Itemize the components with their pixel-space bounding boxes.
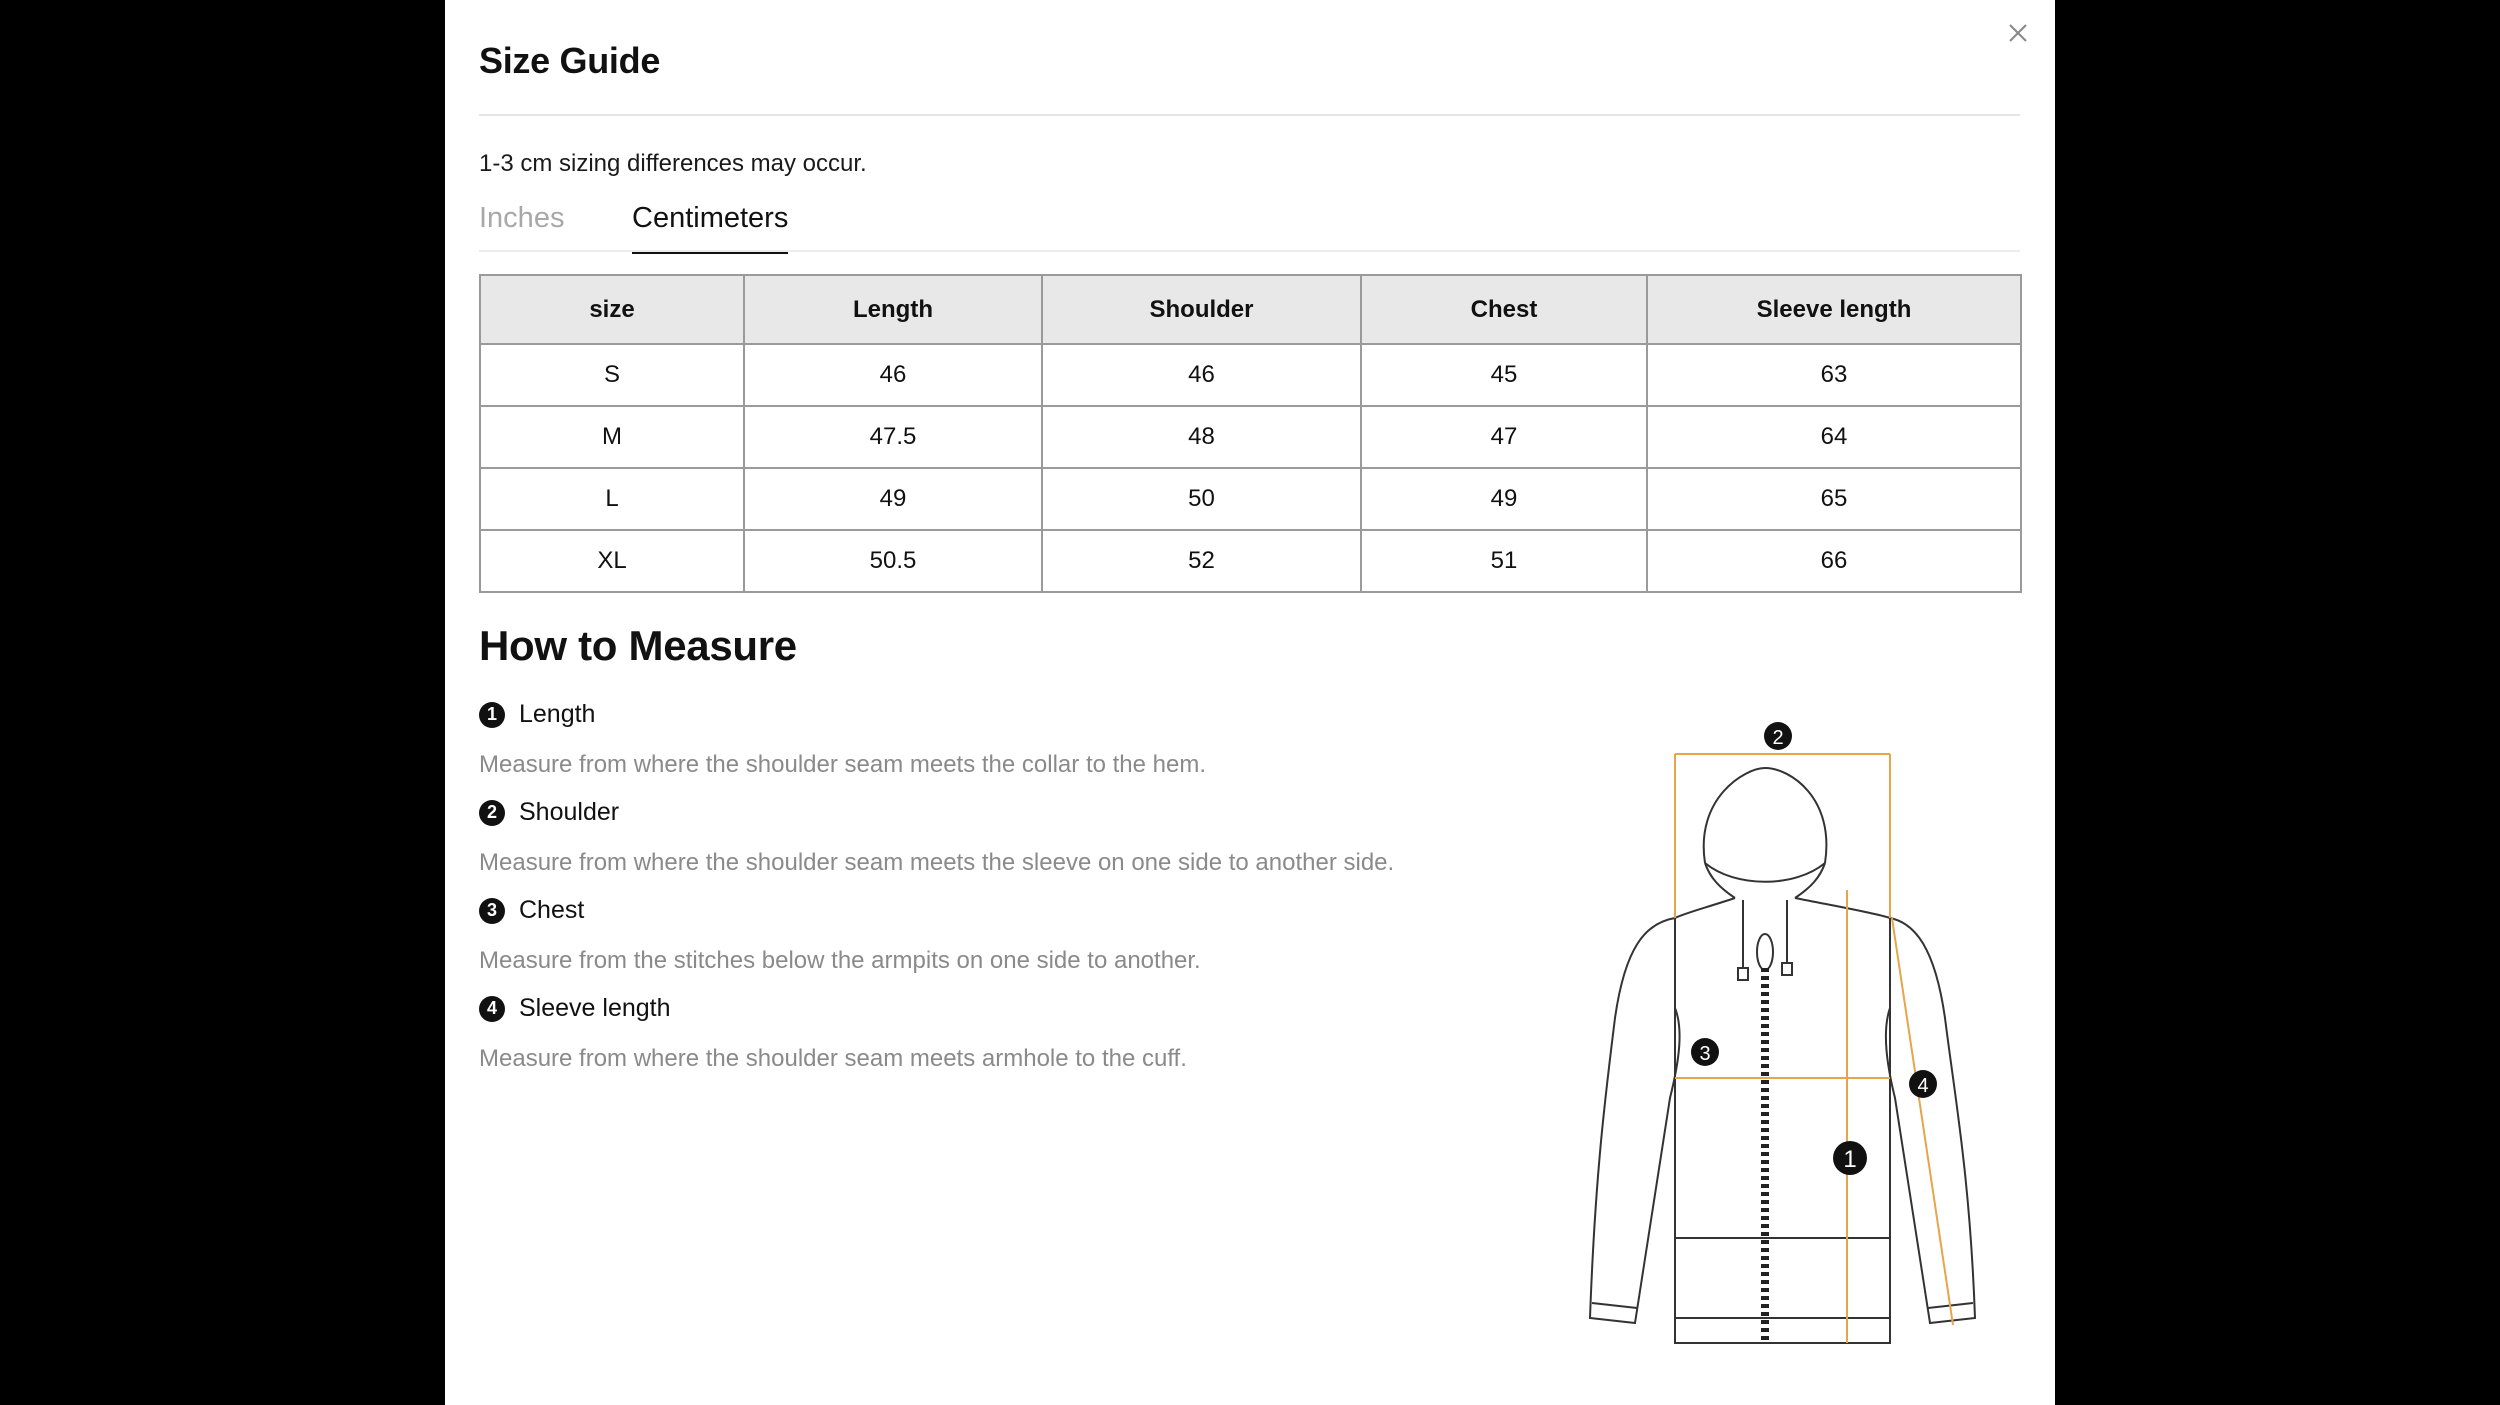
measure-item-sleeve-length bbox=[479, 994, 1187, 1073]
size-table bbox=[479, 274, 2022, 593]
unit-tabs bbox=[479, 200, 2020, 252]
number-badge: 1 bbox=[479, 702, 505, 728]
measure-item-chest bbox=[479, 896, 1201, 975]
cell-shoulder: 52 bbox=[1042, 530, 1361, 592]
cell-length: 47.5 bbox=[744, 406, 1042, 468]
marker-1 bbox=[1833, 1141, 1867, 1175]
cell-length: 49 bbox=[744, 468, 1042, 530]
cell-size: XL bbox=[480, 530, 744, 592]
close-icon bbox=[2003, 18, 2033, 48]
close-button[interactable] bbox=[2003, 18, 2033, 48]
measure-label: Chest bbox=[519, 896, 585, 924]
measure-label: Shoulder bbox=[519, 798, 620, 826]
cell-size: M bbox=[480, 406, 744, 468]
marker-2-label: 2 bbox=[1772, 727, 1784, 749]
cell-shoulder: 50 bbox=[1042, 468, 1361, 530]
measure-description: Measure from where the shoulder seam meets armhole to the cuff. bbox=[479, 1045, 1187, 1072]
measure-label: Length bbox=[519, 700, 596, 728]
header-length: Length bbox=[744, 275, 1042, 344]
title-divider bbox=[479, 114, 2020, 116]
cell-size: L bbox=[480, 468, 744, 530]
sizing-note: 1-3 cm sizing differences may occur. bbox=[479, 150, 867, 177]
number-badge: 2 bbox=[479, 800, 505, 826]
marker-4-label: 4 bbox=[1917, 1075, 1929, 1097]
header-shoulder: Shoulder bbox=[1042, 275, 1361, 344]
tabs-divider bbox=[479, 250, 2020, 252]
hoodie-diagram bbox=[1505, 718, 2025, 1348]
marker-4 bbox=[1909, 1070, 1937, 1098]
size-guide-modal bbox=[445, 0, 2055, 1405]
tab-inches[interactable]: Inches bbox=[479, 202, 565, 234]
header-sleeve-length: Sleeve length bbox=[1647, 275, 2021, 344]
marker-3 bbox=[1691, 1038, 1719, 1066]
cell-sleeve-length: 63 bbox=[1647, 344, 2021, 406]
cell-sleeve-length: 66 bbox=[1647, 530, 2021, 592]
cell-chest: 45 bbox=[1361, 344, 1647, 406]
cell-shoulder: 46 bbox=[1042, 344, 1361, 406]
marker-1-label: 1 bbox=[1843, 1146, 1857, 1173]
header-chest: Chest bbox=[1361, 275, 1647, 344]
measure-description: Measure from the stitches below the armpits on one side to another. bbox=[479, 947, 1201, 974]
modal-title: Size Guide bbox=[479, 40, 661, 81]
table-row bbox=[480, 468, 2021, 530]
hoodie-diagram-icon bbox=[1505, 718, 2025, 1348]
cell-shoulder: 48 bbox=[1042, 406, 1361, 468]
number-badge: 4 bbox=[479, 996, 505, 1022]
marker-2 bbox=[1764, 722, 1792, 750]
cell-length: 50.5 bbox=[744, 530, 1042, 592]
measure-description: Measure from where the shoulder seam meets the sleeve on one side to another side. bbox=[479, 849, 1395, 876]
table-row bbox=[480, 344, 2021, 406]
cell-chest: 47 bbox=[1361, 406, 1647, 468]
cell-chest: 51 bbox=[1361, 530, 1647, 592]
marker-3-label: 3 bbox=[1699, 1043, 1711, 1065]
cell-length: 46 bbox=[744, 344, 1042, 406]
cell-size: S bbox=[480, 344, 744, 406]
table-row bbox=[480, 530, 2021, 592]
measure-item-length bbox=[479, 700, 1206, 779]
tab-centimeters[interactable]: Centimeters bbox=[632, 200, 788, 254]
table-row bbox=[480, 406, 2021, 468]
measure-description: Measure from where the shoulder seam meets the collar to the hem. bbox=[479, 751, 1207, 778]
cell-chest: 49 bbox=[1361, 468, 1647, 530]
number-badge: 3 bbox=[479, 898, 505, 924]
cell-sleeve-length: 65 bbox=[1647, 468, 2021, 530]
measure-item-shoulder bbox=[479, 798, 1394, 877]
measure-label: Sleeve length bbox=[519, 994, 671, 1022]
cell-sleeve-length: 64 bbox=[1647, 406, 2021, 468]
table-header-row bbox=[480, 275, 2021, 344]
how-to-measure-title: How to Measure bbox=[479, 622, 797, 669]
header-size: size bbox=[480, 275, 744, 344]
